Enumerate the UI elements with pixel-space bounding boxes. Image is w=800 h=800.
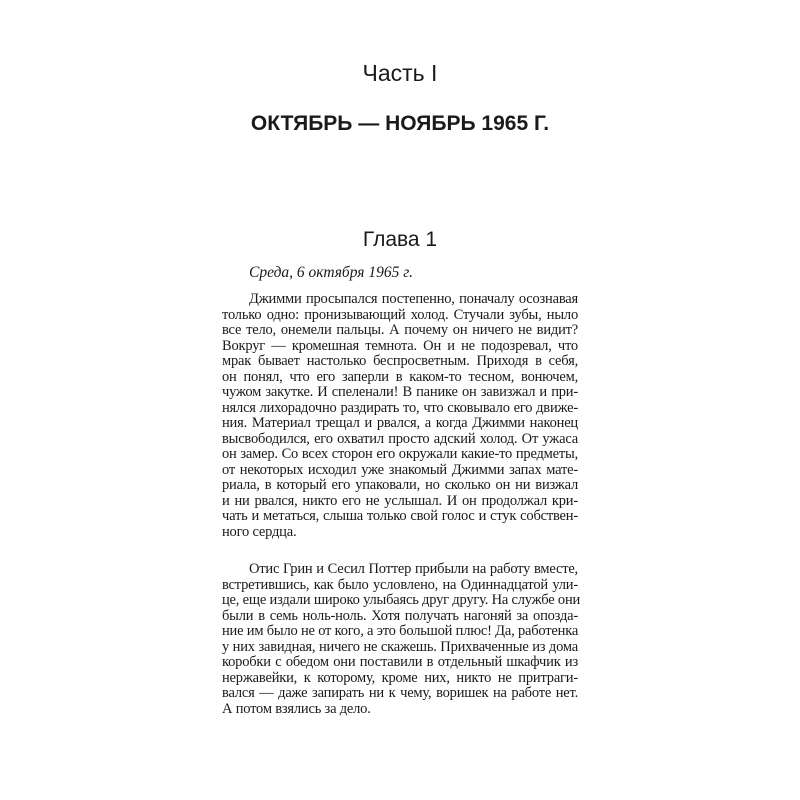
text-line: Вокруг — кромешная темнота. Он и не подозревал, что	[222, 337, 578, 354]
part-heading: Часть I	[362, 60, 438, 86]
text-line: Джимми просыпался постепенно, поначалу осознавая	[249, 291, 578, 307]
paragraph	[222, 561, 581, 717]
part-title: ОКТЯБРЬ — НОЯБРЬ 1965 Г.	[250, 112, 550, 135]
text-line: чужом закутке. И спеленали! В панике он завизжал и при-	[222, 384, 578, 400]
paragraph	[222, 292, 578, 540]
text-line: только одно: пронизывающий холод. Стучали зубы, ныло	[222, 306, 578, 323]
text-line: коробки с обедом они поставили в отдельный шкафчик из	[222, 654, 578, 670]
text-line: он понял, что его заперли в каком-то тесном, вонючем,	[222, 368, 578, 385]
text-line: были в семь ноль-ноль. Хотя получать нагоняй за опозда-	[222, 607, 578, 624]
text-line: и ни рвался, никто его не услышал. И он продолжал кри-	[222, 492, 578, 509]
text-line: у них завидная, ничего не скажешь. Прихваченные из дома	[222, 638, 578, 655]
chapter-date: Среда, 6 октября 1965 г.	[249, 264, 413, 281]
text-line: чать и метаться, слыша только свой голос и стук собствен-	[222, 508, 578, 524]
text-line: ние им было не от кого, а это большой плюс! Да, работенка	[222, 623, 579, 639]
text-line: нержавейки, к которому, кроме них, никто не притраги-	[222, 669, 578, 686]
text-line: мрак бывает настолько беспросветным. Приходя в себя,	[222, 353, 578, 369]
text-line: це, еще издали широко улыбаясь друг другу. На службе они	[222, 592, 581, 608]
text-line: Отис Грин и Сесил Поттер прибыли на работу вместе,	[249, 561, 578, 577]
text-line: ния. Материал трещал и рвался, а когда Джимми наконец	[222, 415, 578, 431]
text-line: ного сердца.	[222, 523, 297, 540]
text-line: он замер. Со всех сторон его окружали какие-то предметы,	[222, 446, 578, 462]
text-line: все тело, онемели пальцы. А почему он ничего не видит?	[222, 322, 578, 338]
chapter-heading: Глава 1	[362, 228, 438, 251]
text-line: высвободился, его охватил просто адский холод. От ужаса	[222, 430, 578, 447]
text-line: А потом взялись за дело.	[222, 700, 371, 717]
text-line: от некоторых исходил уже знакомый Джимми запах мате-	[222, 461, 578, 478]
text-line: нялся лихорадочно раздирать то, что сковывало его движе-	[222, 399, 578, 416]
text-line: вался — даже запирать ни к чему, воришек на работе нет.	[222, 685, 578, 701]
text-line: встретившись, как было условлено, на Одиннадцатой ули-	[222, 576, 578, 593]
text-line: риала, в который его упаковали, но сколько он ни визжал	[222, 477, 578, 493]
